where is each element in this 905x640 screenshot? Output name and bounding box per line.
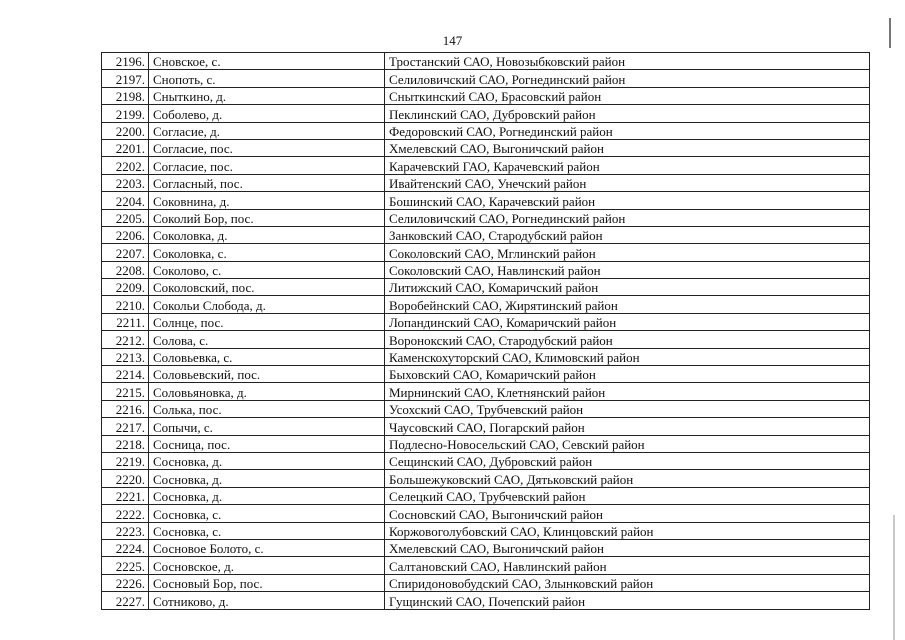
settlement-name: Снопоть, с. [149,70,385,87]
settlement-name: Сокольи Слобода, д. [149,296,385,313]
administrative-unit: Быховский САО, Комаричский район [385,366,870,383]
row-number: 2226. [102,574,149,591]
table-row [102,435,870,452]
administrative-unit: Воронокский САО, Стародубский район [385,331,870,348]
settlement-name: Согласие, д. [149,122,385,139]
administrative-unit: Большежуковский САО, Дятьковский район [385,470,870,487]
table-row [102,244,870,261]
row-number: 2197. [102,70,149,87]
row-number: 2198. [102,87,149,104]
table-row [102,452,870,469]
settlement-name: Соловьевский, пос. [149,366,385,383]
table-row [102,296,870,313]
administrative-unit: Селиловичский САО, Рогнединский район [385,209,870,226]
scan-edge [893,515,895,640]
row-number: 2211. [102,313,149,330]
administrative-unit: Бошинский САО, Карачевский район [385,192,870,209]
settlement-name: Согласие, пос. [149,139,385,156]
settlement-name: Сосновый Бор, пос. [149,574,385,591]
table-row [102,122,870,139]
administrative-unit: Лопандинский САО, Комаричский район [385,313,870,330]
row-number: 2212. [102,331,149,348]
row-number: 2223. [102,522,149,539]
administrative-unit: Соколовский САО, Навлинский район [385,261,870,278]
table-row [102,279,870,296]
table-row [102,139,870,156]
table-row [102,313,870,330]
settlement-name: Сосновка, д. [149,452,385,469]
row-number: 2222. [102,505,149,522]
administrative-unit: Тростанский САО, Новозыбковский район [385,53,870,70]
table-row [102,331,870,348]
administrative-unit: Каменскохуторский САО, Климовский район [385,348,870,365]
row-number: 2206. [102,226,149,243]
row-number: 2216. [102,400,149,417]
row-number: 2205. [102,209,149,226]
table-row [102,418,870,435]
table-row [102,557,870,574]
administrative-unit: Воробейнский САО, Жирятинский район [385,296,870,313]
row-number: 2224. [102,539,149,556]
table-row [102,226,870,243]
table-row [102,157,870,174]
administrative-unit: Сещинский САО, Дубровский район [385,452,870,469]
settlement-name: Соколовка, с. [149,244,385,261]
row-number: 2203. [102,174,149,191]
row-number: 2202. [102,157,149,174]
table-row [102,400,870,417]
table-row [102,539,870,556]
administrative-unit: Хмелевский САО, Выгоничский район [385,539,870,556]
row-number: 2219. [102,452,149,469]
settlement-name: Сосновое Болото, с. [149,539,385,556]
settlement-name: Сотниково, д. [149,592,385,609]
row-number: 2215. [102,383,149,400]
table-row [102,105,870,122]
row-number: 2213. [102,348,149,365]
settlement-name: Солова, с. [149,331,385,348]
row-number: 2217. [102,418,149,435]
table-row [102,87,870,104]
administrative-unit: Селецкий САО, Трубчевский район [385,487,870,504]
settlement-name: Соколово, с. [149,261,385,278]
table-row [102,574,870,591]
row-number: 2196. [102,53,149,70]
table-row [102,70,870,87]
table-row [102,366,870,383]
row-number: 2207. [102,244,149,261]
administrative-unit: Чаусовский САО, Погарский район [385,418,870,435]
settlement-name: Сопычи, с. [149,418,385,435]
administrative-unit: Хмелевский САО, Выгоничский район [385,139,870,156]
settlement-name: Сосница, пос. [149,435,385,452]
settlement-name: Сновское, с. [149,53,385,70]
margin-mark [889,18,891,48]
table-row [102,592,870,609]
settlement-name: Сныткино, д. [149,87,385,104]
administrative-unit: Карачевский ГАО, Карачевский район [385,157,870,174]
administrative-unit: Усохский САО, Трубчевский район [385,400,870,417]
row-number: 2200. [102,122,149,139]
administrative-unit: Подлесно-Новосельский САО, Севский район [385,435,870,452]
table-row [102,505,870,522]
settlement-name: Соколовский, пос. [149,279,385,296]
administrative-unit: Гущинский САО, Почепский район [385,592,870,609]
settlement-name: Согласие, пос. [149,157,385,174]
table-row [102,209,870,226]
settlement-name: Согласный, пос. [149,174,385,191]
row-number: 2208. [102,261,149,278]
settlement-name: Солнце, пос. [149,313,385,330]
row-number: 2227. [102,592,149,609]
row-number: 2201. [102,139,149,156]
row-number: 2210. [102,296,149,313]
settlements-table [101,52,870,610]
administrative-unit: Федоровский САО, Рогнединский район [385,122,870,139]
administrative-unit: Сныткинский САО, Брасовский район [385,87,870,104]
row-number: 2214. [102,366,149,383]
administrative-unit: Коржовоголубовский САО, Клинцовский район [385,522,870,539]
administrative-unit: Селиловичский САО, Рогнединский район [385,70,870,87]
row-number: 2218. [102,435,149,452]
table-row [102,261,870,278]
page-number: 147 [442,33,463,48]
administrative-unit: Сосновский САО, Выгоничский район [385,505,870,522]
settlement-name: Сосновка, с. [149,522,385,539]
table-row [102,522,870,539]
settlement-name: Сосновка, д. [149,470,385,487]
settlement-name: Соболево, д. [149,105,385,122]
settlements-table-body [102,53,870,610]
settlement-name: Соколий Бор, пос. [149,209,385,226]
row-number: 2221. [102,487,149,504]
row-number: 2199. [102,105,149,122]
administrative-unit: Салтановский САО, Навлинский район [385,557,870,574]
settlement-name: Соловьевка, с. [149,348,385,365]
administrative-unit: Ивайтенский САО, Унечский район [385,174,870,191]
table-row [102,348,870,365]
row-number: 2225. [102,557,149,574]
administrative-unit: Спиридоновобудский САО, Злынковский район [385,574,870,591]
table-row [102,383,870,400]
row-number: 2220. [102,470,149,487]
administrative-unit: Соколовский САО, Мглинский район [385,244,870,261]
table-row [102,174,870,191]
row-number: 2209. [102,279,149,296]
settlement-name: Сосновка, д. [149,487,385,504]
table-row [102,192,870,209]
administrative-unit: Литижский САО, Комаричский район [385,279,870,296]
table-row [102,487,870,504]
administrative-unit: Занковский САО, Стародубский район [385,226,870,243]
administrative-unit: Мирнинский САО, Клетнянский район [385,383,870,400]
settlement-name: Сосновка, с. [149,505,385,522]
settlement-name: Соковнина, д. [149,192,385,209]
settlement-name: Сосновское, д. [149,557,385,574]
table-row [102,53,870,70]
settlement-name: Солька, пос. [149,400,385,417]
settlement-name: Соколовка, д. [149,226,385,243]
row-number: 2204. [102,192,149,209]
administrative-unit: Пеклинский САО, Дубровский район [385,105,870,122]
settlement-name: Соловьяновка, д. [149,383,385,400]
table-row [102,470,870,487]
